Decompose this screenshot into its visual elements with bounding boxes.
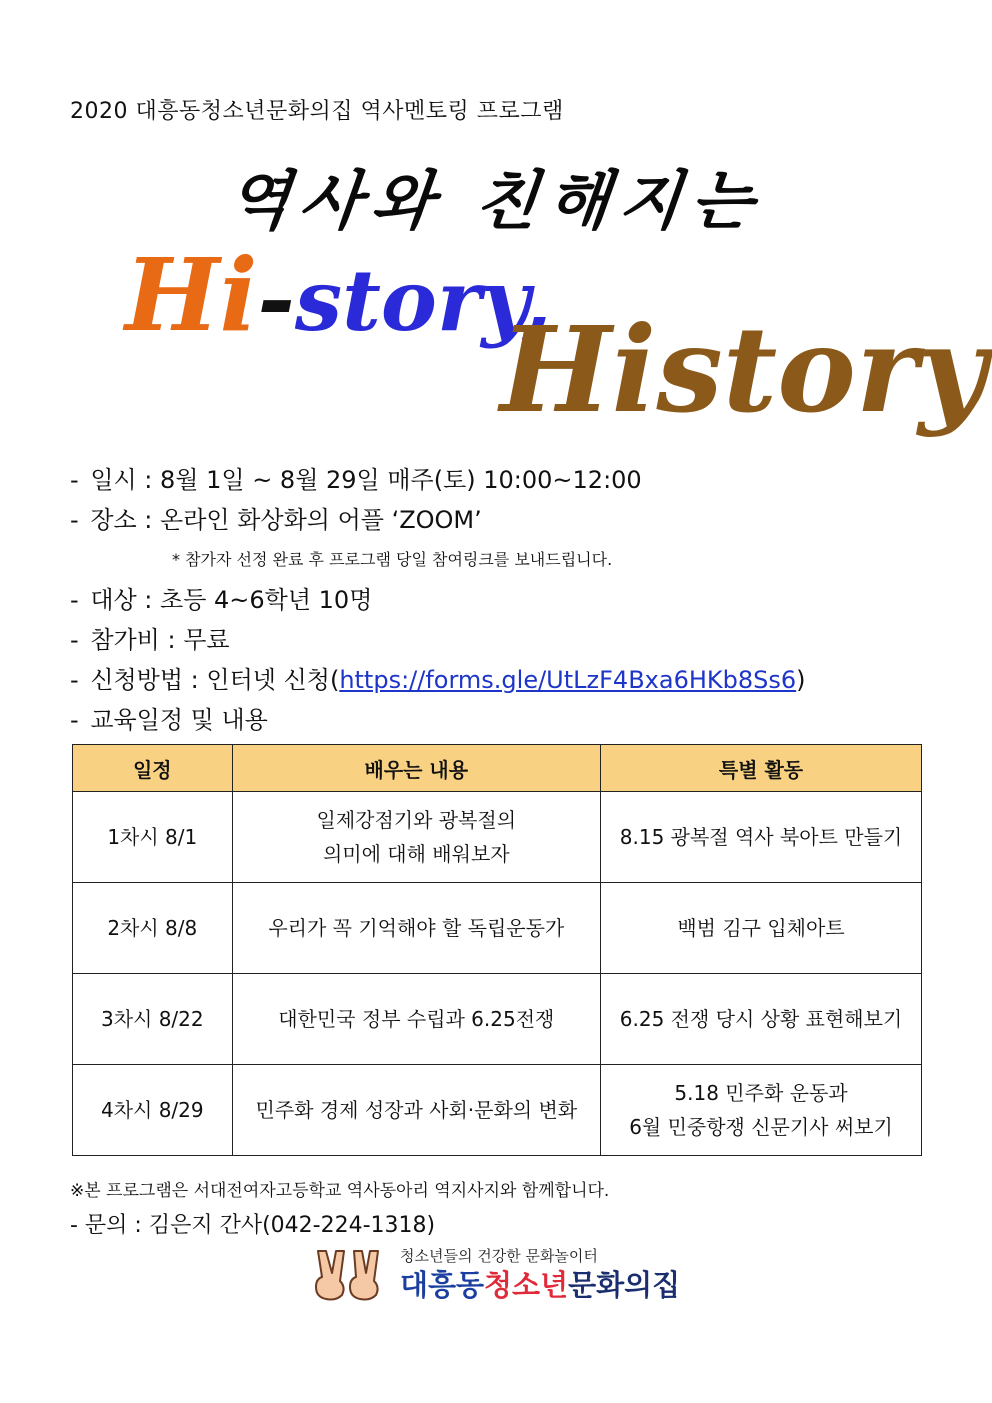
- content-cell: [232, 792, 600, 883]
- info-apply: [70, 660, 806, 695]
- activity-cell: 백범 김구 입체아트: [601, 883, 922, 974]
- activity-line: 6월 민중항쟁 신문기사 써보기: [629, 1115, 893, 1139]
- logo-subtitle: 청소년들의 건강한 문화놀이터: [400, 1247, 598, 1265]
- info-fee-text: 참가비 : 무료: [90, 626, 230, 654]
- activity-cell: [601, 1065, 922, 1156]
- org-logo: [312, 1245, 692, 1305]
- title-dash: -: [257, 246, 295, 352]
- info-place: [70, 500, 482, 535]
- activity-line: 5.18 민주화 운동과: [674, 1081, 848, 1105]
- participation-note: * 참가자 선정 완료 후 프로그램 당일 참여링크를 보내드립니다.: [172, 550, 613, 569]
- logo-name-part2: 청소년: [484, 1268, 569, 1302]
- table-row: [73, 1065, 922, 1156]
- info-schedule-text: 교육일정 및 내용: [90, 706, 268, 734]
- info-target: [70, 580, 372, 615]
- info-date: [70, 460, 642, 495]
- session-cell: 3차시 8/22: [73, 974, 233, 1065]
- title-hi: Hi: [125, 236, 258, 354]
- partner-footnote: ※본 프로그램은 서대전여자고등학교 역사동아리 역지사지와 함께합니다.: [70, 1181, 610, 1201]
- table-row: [73, 974, 922, 1065]
- program-header: 2020 대흥동청소년문화의집 역사멘토링 프로그램: [70, 99, 564, 124]
- info-bullet: -: [70, 466, 79, 494]
- info-bullet: -: [70, 506, 79, 534]
- info-place-text: 장소 : 온라인 화상화의 어플 ‘ZOOM’: [90, 506, 482, 534]
- info-bullet: -: [70, 666, 79, 694]
- header-content: 배우는 내용: [232, 745, 600, 792]
- info-fee: [70, 620, 230, 655]
- logo-name: [400, 1263, 680, 1304]
- info-apply-close: ): [796, 666, 806, 694]
- title-korean: 역사와 친해지는: [223, 164, 767, 239]
- title-story: story,: [294, 251, 552, 350]
- content-cell: 대한민국 정부 수립과 6.25전쟁: [232, 974, 600, 1065]
- session-cell: 2차시 8/8: [73, 883, 233, 974]
- header-activity: 특별 활동: [601, 745, 922, 792]
- logo-name-part1: 대흥동: [400, 1268, 485, 1302]
- info-schedule: [70, 700, 268, 735]
- info-apply-text: 신청방법 : 인터넷 신청(: [90, 666, 340, 694]
- peace-hands-icon: [312, 1247, 392, 1303]
- header-session: 일정: [73, 745, 233, 792]
- session-cell: 1차시 8/1: [73, 792, 233, 883]
- info-target-text: 대상 : 초등 4~6학년 10명: [90, 586, 373, 614]
- info-bullet: -: [70, 586, 79, 614]
- table-row: [73, 792, 922, 883]
- activity-cell: 6.25 전쟁 당시 상황 표현해보기: [601, 974, 922, 1065]
- content-cell: 민주화 경제 성장과 사회·문화의 변화: [232, 1065, 600, 1156]
- title-history: History: [500, 300, 987, 439]
- table-row: [73, 883, 922, 974]
- title-hi-story: [125, 236, 551, 354]
- info-date-text: 일시 : 8월 1일 ~ 8월 29일 매주(토) 10:00~12:00: [90, 466, 642, 494]
- schedule-table: [72, 744, 922, 1156]
- apply-form-link[interactable]: https://forms.gle/UtLzF4Bxa6HKb8Ss6: [339, 666, 797, 694]
- session-cell: 4차시 8/29: [73, 1065, 233, 1156]
- content-line: 일제강점기와 광복절의: [316, 808, 517, 832]
- contact-info: - 문의 : 김은지 간사(042-224-1318): [70, 1213, 436, 1238]
- content-cell: 우리가 꼭 기억해야 할 독립운동가: [232, 883, 600, 974]
- table-header-row: [73, 745, 922, 792]
- activity-cell: 8.15 광복절 역사 북아트 만들기: [601, 792, 922, 883]
- info-bullet: -: [70, 706, 79, 734]
- content-line: 의미에 대해 배워보자: [322, 842, 510, 866]
- logo-name-part3: 문화의집: [568, 1268, 681, 1302]
- info-bullet: -: [70, 626, 79, 654]
